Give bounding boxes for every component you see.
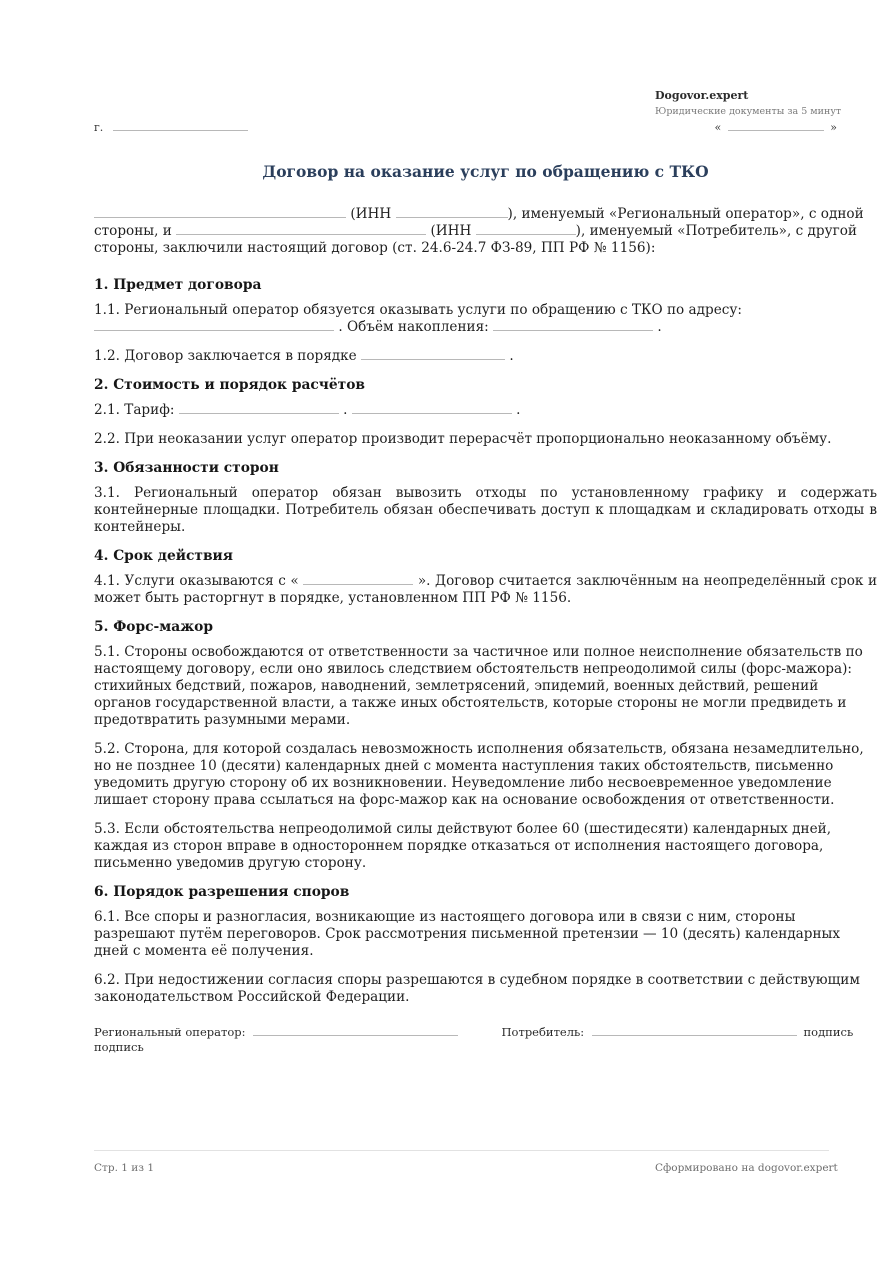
tariff-separator: .: [343, 402, 348, 418]
start-date-blank: [303, 574, 413, 585]
section-heading-3: 3. Обязанности сторон: [94, 460, 279, 476]
clause-5-3: 5.3. Если обстоятельства непреодолимой силы действуют более 60 (шестидесяти) календарных дней, каждая из сторон вправе в одностороннем порядке отказаться от исполнения настоящего договора, письменно уведомив другую сторону.: [94, 821, 832, 871]
clause-1-1-text: 1.1. Региональный оператор обязуется оказывать услуги по обращению с ТКО по адресу:: [94, 302, 742, 318]
consumer-signature-label: Потребитель:: [501, 1025, 585, 1039]
clause-5-1: 5.1. Стороны освобождаются от ответственности за частичное или полное неисполнение обязательств по настоящему договору, если оно явилось следствием обстоятельств непреодолимой силы (форс-мажора): стихийных бедствий, пожаров, наводнений, землетрясений, эпидемий, военных действий, решений органов государственной власти, а также иных обстоятельств, которые стороны не могли предвидеть и предотвратить разумными мерами.: [94, 644, 863, 728]
section-heading-6: 6. Порядок разрешения споров: [94, 884, 350, 900]
date-open-quote: «: [714, 121, 722, 134]
footer-divider: [94, 1150, 829, 1151]
consumer-signature-caption: подпись: [803, 1025, 854, 1039]
intro-paragraph: [94, 206, 877, 257]
section-heading-4: 4. Срок действия: [94, 548, 233, 564]
operator-signature-label: Региональный оператор:: [94, 1025, 246, 1039]
clause-2-2: 2.2. При неоказании услуг оператор производит перерасчёт пропорционально неоказанному объёму.: [94, 431, 832, 447]
address-blank: [94, 320, 334, 331]
procedure-blank: [361, 349, 505, 360]
consumer-signature-line: [592, 1025, 797, 1036]
tariff-label: 2.1. Тариф:: [94, 402, 175, 418]
city-blank: [113, 120, 248, 131]
tariff-blank-2: [352, 403, 512, 414]
section-heading-1: 1. Предмет договора: [94, 277, 262, 293]
volume-blank: [493, 320, 653, 331]
date-blank: [728, 120, 824, 131]
tariff-blank: [179, 403, 339, 414]
document-body: [94, 206, 877, 1018]
clause-1-2-end: .: [509, 348, 514, 364]
date-line: [715, 120, 837, 135]
clause-4-1-rest: ». Договор считается заключённым на неопределённый срок и может быть расторгнут в порядке, установленном ПП РФ № 1156.: [94, 573, 878, 606]
operator-signature-caption: подпись: [94, 1040, 144, 1054]
clause-4-1-start: 4.1. Услуги оказываются с «: [94, 573, 299, 589]
tariff-end: .: [516, 402, 521, 418]
city-prefix: г.: [94, 121, 104, 134]
brand-block: [655, 89, 892, 119]
footer-generated-by: Сформировано на dogovor.expert: [655, 1162, 838, 1174]
section-heading-2: 2. Стоимость и порядок расчётов: [94, 377, 366, 393]
document-page: [94, 0, 877, 1262]
intro-role2: ), именуемый «Потребитель», с другой: [575, 223, 857, 239]
clause-1-1: [94, 302, 877, 336]
signature-block: [94, 1025, 877, 1055]
operator-name-blank: [94, 207, 346, 218]
intro-end: стороны, заключили настоящий договор (ст. 24.6-24.7 ФЗ-89, ПП РФ № 1156):: [94, 240, 656, 256]
intro-role1: ), именуемый «Региональный оператор», с одной: [507, 206, 864, 222]
intro-inn2: (ИНН: [430, 223, 472, 239]
section-heading-5: 5. Форс-мажор: [94, 619, 213, 635]
footer-page-number: Стр. 1 из 1: [94, 1162, 155, 1174]
date-close-quote: »: [830, 121, 837, 134]
operator-inn-blank: [396, 207, 508, 218]
brand-name: Dogovor.expert: [655, 89, 749, 102]
operator-signature-line: [253, 1025, 458, 1036]
volume-label: . Объём накопления:: [338, 319, 489, 335]
clause-4-1: [94, 573, 877, 607]
clause-1-1-end: .: [657, 319, 662, 335]
brand-tagline: Юридические документы за 5 минут: [655, 106, 842, 117]
clause-3-1: 3.1. Региональный оператор обязан вывозить отходы по установленному графику и содержать контейнерные площадки. Потребитель обязан обеспечивать доступ к площадкам и складировать отходы в контейнеры.: [94, 485, 877, 535]
consumer-name-blank: [176, 224, 426, 235]
consumer-inn-blank: [476, 224, 576, 235]
intro-side2: стороны, и: [94, 223, 172, 239]
clause-1-2: [94, 348, 877, 365]
clause-6-2: 6.2. При недостижении согласия споры разрешаются в судебном порядке в соответствии с действующим законодательством Российской Федерации.: [94, 972, 860, 1005]
clause-6-1: 6.1. Все споры и разногласия, возникающие из настоящего договора или в связи с ним, стороны разрешают путём переговоров. Срок рассмотрения письменной претензии — 10 (десять) календарных дней с момента её получения.: [94, 909, 841, 959]
clause-5-2: 5.2. Сторона, для которой создалась невозможность исполнения обязательств, обязана незамедлительно, но не позднее 10 (десяти) календарных дней с момента наступления таких обстоятельств, письменно уведомить другую сторону об их возникновении. Неуведомление либо несвоевременное уведомление лишает сторону права ссылаться на форс-мажор как на основание освобождения от ответственности.: [94, 741, 864, 808]
clause-2-1: [94, 402, 877, 419]
document-title: Договор на оказание услуг по обращению с ТКО: [262, 162, 709, 181]
intro-inn1: (ИНН: [350, 206, 392, 222]
clause-1-2-text: 1.2. Договор заключается в порядке: [94, 348, 357, 364]
